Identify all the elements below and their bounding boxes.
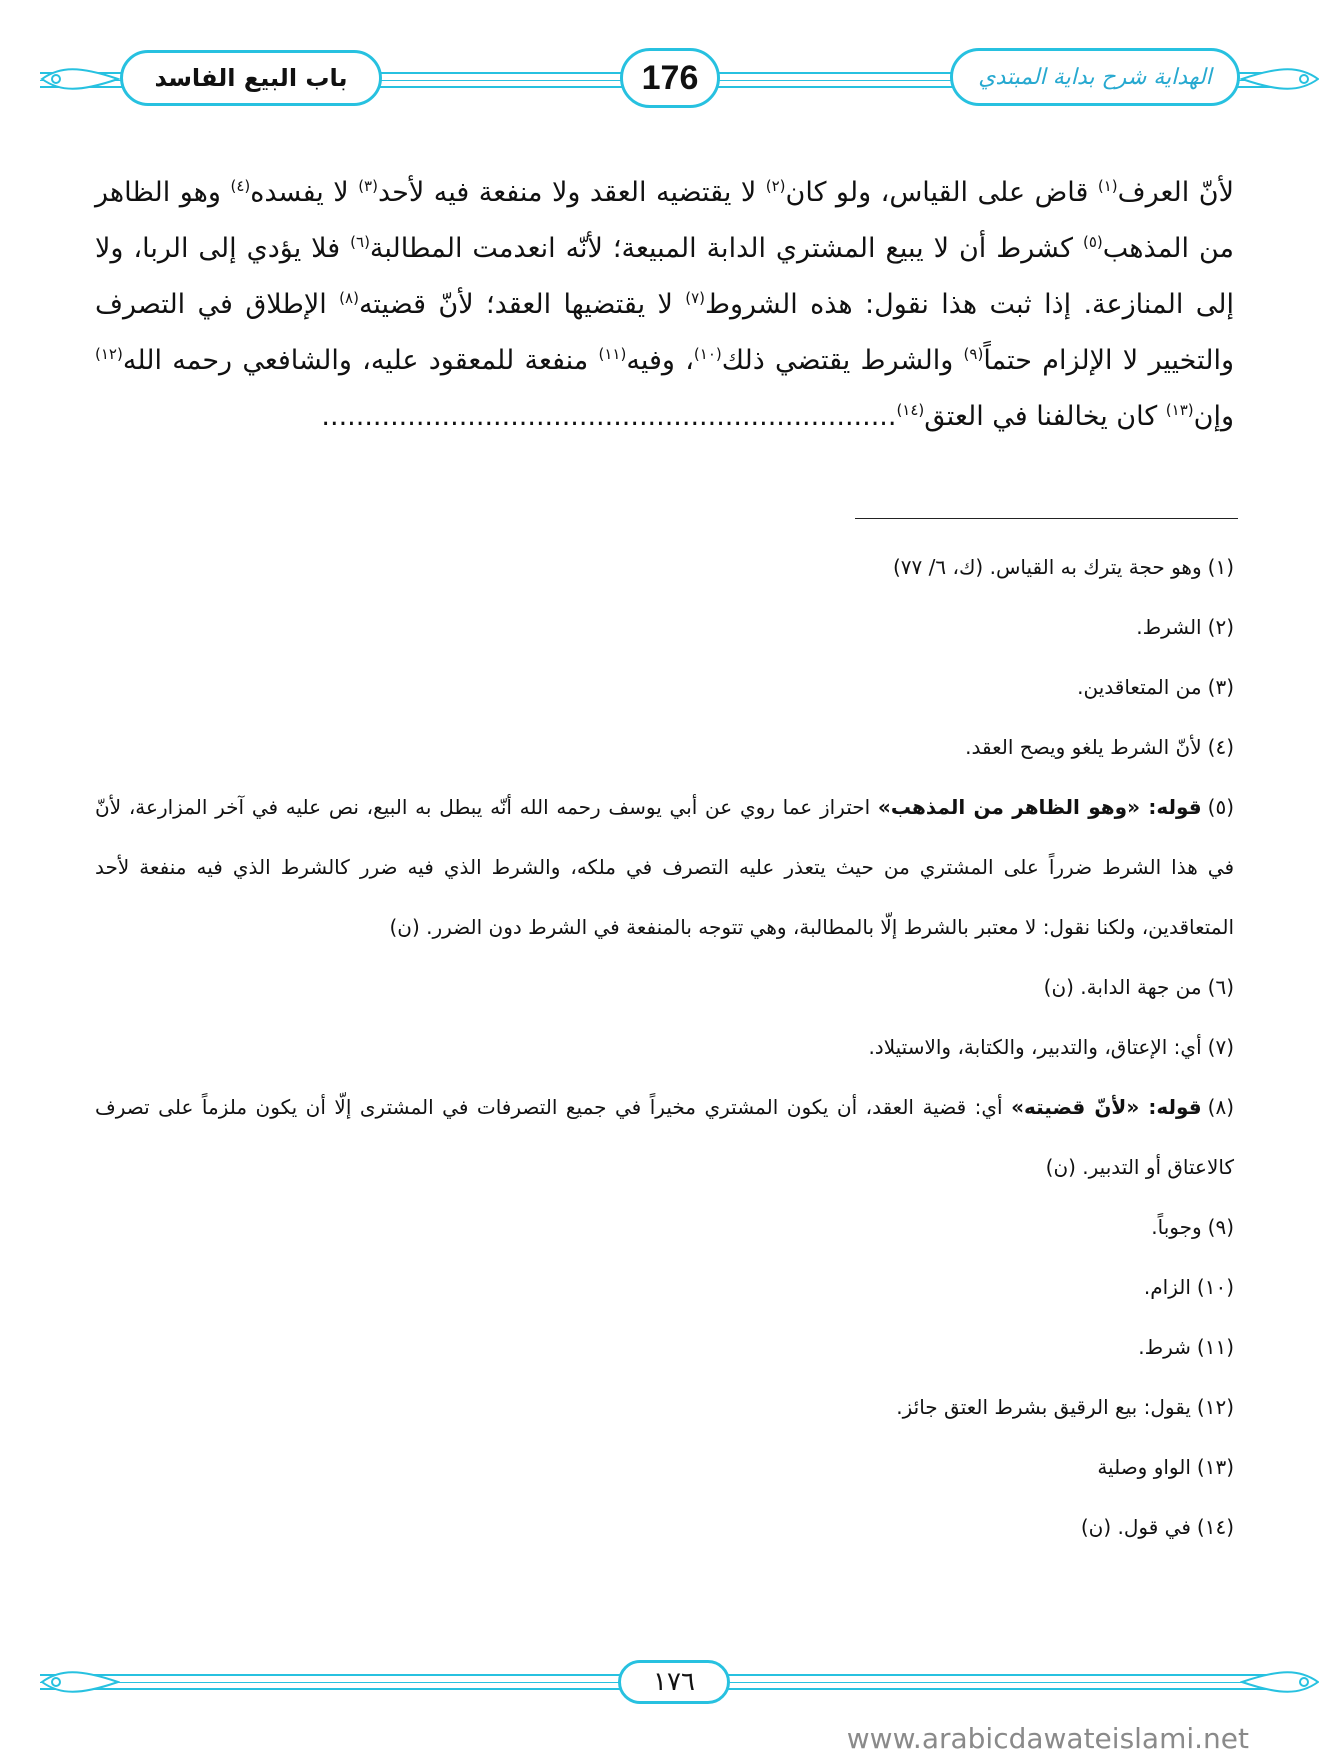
text-run: لا يفسده	[250, 177, 359, 208]
footnote-10	[95, 1257, 1234, 1317]
main-text	[95, 165, 1234, 445]
text-run: ، وفيه	[626, 345, 694, 376]
text-run: كان يخالفنا في العتق	[924, 401, 1166, 432]
text-run: كشرط أن لا يبيع المشتري الدابة المبيعة؛ لأنّه انعدمت المطالبة	[369, 233, 1083, 264]
book-title: الهداية شرح بداية المبتدي	[950, 48, 1240, 106]
footnote-text: الزام.	[1143, 1275, 1191, 1299]
footnote-ref: (١٣)	[1165, 401, 1194, 419]
footnote-text: وجوباً.	[1151, 1215, 1202, 1239]
footnote-ref: (١٢)	[95, 345, 123, 363]
footnote-ref: (١١)	[598, 345, 627, 363]
text-run: والشرط يقتضي ذلك	[721, 345, 964, 376]
footnote-11	[95, 1317, 1234, 1377]
ellipsis-dots: ...................................................................	[321, 401, 897, 432]
text-run: وهو الظاهر من المذهب	[95, 177, 1234, 264]
footnote-6	[95, 957, 1234, 1017]
footnote-number: (٨)	[1207, 1095, 1234, 1119]
footnote-ref: (٧)	[685, 289, 706, 307]
text-run: وإن	[1193, 401, 1234, 432]
text-run: لأنّ العرف	[1117, 177, 1234, 208]
footnote-14	[95, 1497, 1234, 1557]
footnote-text: وهو حجة يترك به القياس. (ك، ٦/ ٧٧)	[892, 555, 1202, 579]
footnote-ref: (١٤)	[896, 401, 925, 419]
header-page-number: 176	[620, 48, 720, 108]
footnote-ref: (٣)	[358, 177, 378, 195]
footnote-2	[95, 597, 1234, 657]
footnote-ref: (٨)	[339, 289, 359, 307]
footer-page-number: ١٧٦	[618, 1660, 730, 1704]
footer-right-flourish-icon	[1240, 1667, 1319, 1697]
footnote-text: احتراز عما روي عن أبي يوسف رحمه الله أنّه يبطل به البيع، نص عليه في آخر المزارعة، لأنّ في هذا الشرط ضرراً على المشتري من حيث يتعذر عليه التصرف في ملكه، والشرط الذي فيه ضرر كالشرط الذي فيه منفعة لأحد المتعاقدين، ولكنا نقول: لا معتبر بالشرط إلّا بالمطالبة، وهي تتوجه بالمنفعة في الشرط دون الضرر. (ن)	[95, 795, 1234, 939]
chapter-title: باب البيع الفاسد	[120, 50, 382, 106]
footnote-ref: (١)	[1097, 177, 1118, 195]
footnote-4	[95, 717, 1234, 777]
main-paragraph	[95, 165, 1234, 445]
footnote-text: الواو وصلية	[1097, 1455, 1191, 1479]
footnote-text: في قول. (ن)	[1080, 1515, 1191, 1539]
footnote-text: يقول: بيع الرقيق بشرط العتق جائز.	[896, 1395, 1191, 1419]
footnote-number: (١٤)	[1196, 1515, 1234, 1539]
footer-left-flourish-icon	[40, 1667, 120, 1697]
text-run: لا يقتضيه العقد ولا منفعة فيه لأحد	[377, 177, 766, 208]
footnote-number: (٢)	[1207, 615, 1234, 639]
footnote-number: (٥)	[1207, 795, 1234, 819]
footnote-ref: (١٠)	[693, 345, 722, 363]
footnote-number: (٣)	[1207, 675, 1234, 699]
footnote-text: شرط.	[1138, 1335, 1191, 1359]
text-run: فلا يؤدي إلى الربا، ولا إلى المنازعة. إذا ثبت هذا نقول: هذه الشروط	[95, 233, 1234, 320]
footnote-5	[95, 777, 1234, 957]
footnote-ref: (٦)	[350, 233, 370, 251]
footnote-8	[95, 1077, 1234, 1197]
footnote-13	[95, 1437, 1234, 1497]
text-run: لا يقتضيها العقد؛ لأنّ قضيته	[358, 289, 686, 320]
footnote-text: من المتعاقدين.	[1077, 675, 1202, 699]
footnote-number: (١٠)	[1196, 1275, 1234, 1299]
left-flourish-icon	[40, 64, 120, 94]
text-run: منفعة للمعقود عليه، والشافعي رحمه الله	[122, 345, 599, 376]
footnote-ref: (٥)	[1082, 233, 1103, 251]
footnote-divider	[855, 518, 1238, 519]
footnote-number: (١١)	[1196, 1335, 1234, 1359]
text-run: قاض على القياس، ولو كان	[785, 177, 1098, 208]
footnote-text: لأنّ الشرط يلغو ويصح العقد.	[965, 735, 1202, 759]
footnote-number: (١٣)	[1196, 1455, 1234, 1479]
footnote-lead: قوله: «وهو الظاهر من المذهب»	[877, 795, 1202, 819]
footnote-text: من جهة الدابة. (ن)	[1043, 975, 1202, 999]
footnote-number: (٤)	[1207, 735, 1234, 759]
footnote-text: الشرط.	[1136, 615, 1202, 639]
footnote-3	[95, 657, 1234, 717]
text-run: الإطلاق في التصرف والتخيير لا الإلزام حتماً	[95, 289, 1234, 376]
footnotes	[95, 537, 1234, 1557]
footnote-12	[95, 1377, 1234, 1437]
right-flourish-icon	[1240, 64, 1319, 94]
footnote-9	[95, 1197, 1234, 1257]
footnote-lead: قوله: «لأنّ قضيته»	[1011, 1095, 1202, 1119]
footnote-number: (١)	[1207, 555, 1234, 579]
footnote-number: (٩)	[1207, 1215, 1234, 1239]
footnote-ref: (٢)	[765, 177, 786, 195]
footnote-ref: (٩)	[963, 345, 984, 363]
footnote-number: (١٢)	[1196, 1395, 1234, 1419]
footnote-ref: (٤)	[230, 177, 251, 195]
footnote-7	[95, 1017, 1234, 1077]
website-link[interactable]: www.arabicdawateislami.net	[846, 1722, 1249, 1755]
footnote-text: أي: الإعتاق، والتدبير، والكتابة، والاستيلاد.	[868, 1035, 1202, 1059]
footnote-text: أي: قضية العقد، أن يكون المشتري مخيراً في جميع التصرفات في المشترى إلّا أن يكون ملزماً على تصرف كالاعتاق أو التدبير. (ن)	[95, 1095, 1234, 1179]
footnote-number: (٧)	[1207, 1035, 1234, 1059]
footnote-number: (٦)	[1207, 975, 1234, 999]
footnote-1	[95, 537, 1234, 597]
